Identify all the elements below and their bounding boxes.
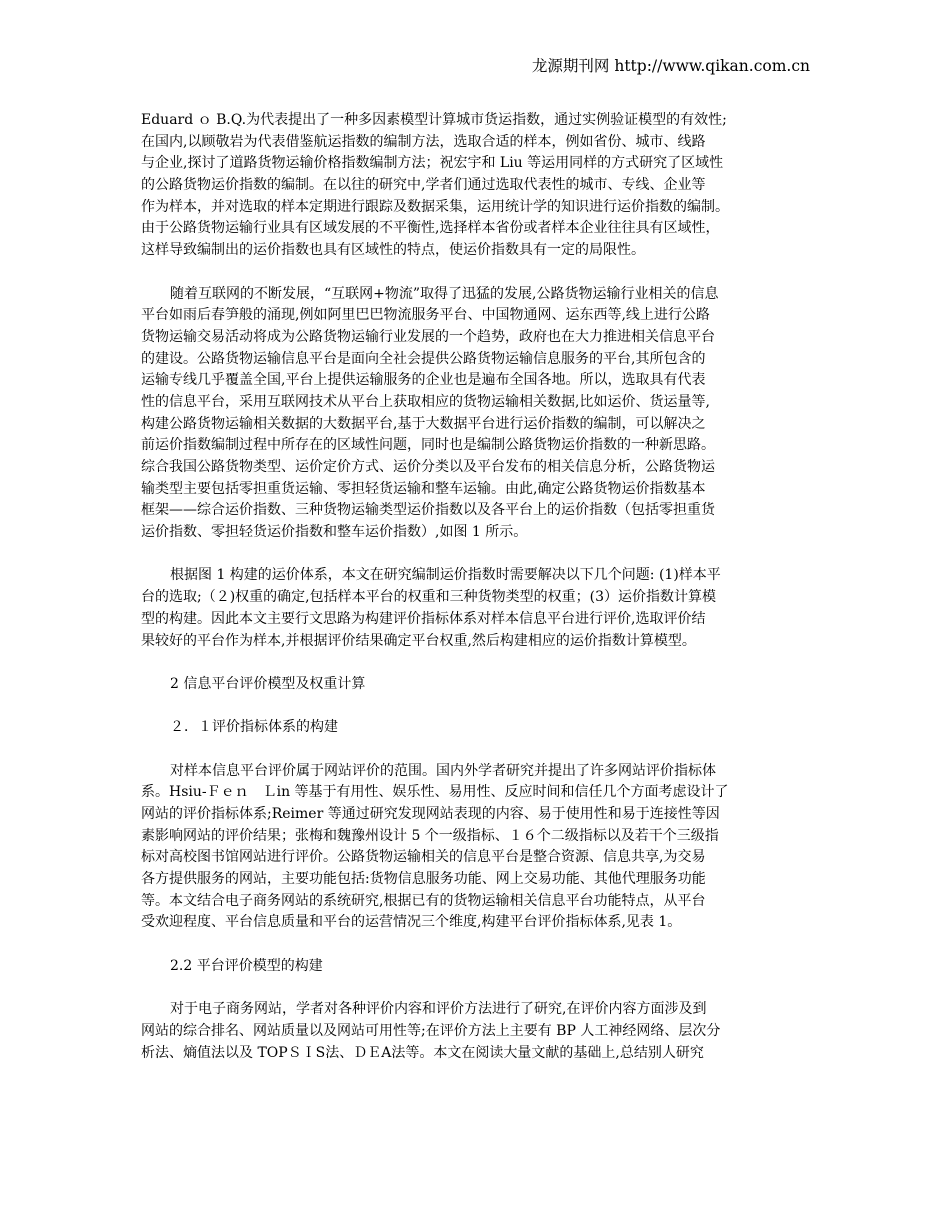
text-line: 的建设。公路货物运输信息平台是面向全社会提供公路货物运输信息服务的平台,其所包含的 bbox=[141, 350, 706, 367]
text-line: 前运价指数编制过程中所存在的区域性问题，同时也是编制公路货物运价指数的一种新思路。 bbox=[141, 437, 715, 454]
paragraph-gap bbox=[141, 696, 821, 718]
text-line: 型的构建。因此本文主要行文思路为构建评价指标体系对样本信息平台进行评价,选取评价结 bbox=[141, 610, 706, 627]
text-line: 网站的综合排名、网站质量以及网站可用性等;在评价方法上主要有 BP 人工神经网络、层次分 bbox=[141, 1022, 721, 1039]
text-line: 析法、熵值法以及 TOPＳＩS法、ＤＥA法等。本文在阅读大量文献的基础上,总结别人研究 bbox=[141, 1044, 704, 1061]
paragraph bbox=[141, 956, 821, 978]
text-line: 与企业,探讨了道路货物运输价格指数编制方法；祝宏宇和 Liu 等运用同样的方式研究了区域性 bbox=[141, 155, 724, 172]
text-line: 运输专线几乎覆盖全国,平台上提供运输服务的企业也是遍布全国各地。所以，选取具有代表 bbox=[141, 372, 706, 389]
text-line: 构建公路货物运输相关数据的大数据平台,基于大数据平台进行运价指数的编制，可以解决之 bbox=[141, 415, 706, 432]
text-line: 网站的评价指标体系;Reimer 等通过研究发现网站表现的内容、易于使用性和易于连接性等因 bbox=[141, 806, 720, 822]
text-line: 素影响网站的评价结果；张梅和魏豫州设计 5 个一级指标、１６个二级指标以及若干个三级指 bbox=[141, 827, 719, 844]
paragraph bbox=[141, 761, 821, 935]
text-line: 标对高校图书馆网站进行评价。公路货物运输相关的信息平台是整合资源、信息共享,为交易 bbox=[141, 849, 706, 866]
paragraph bbox=[141, 674, 821, 696]
text-line: 框架——综合运价指数、三种货物运输类型运价指数以及各平台上的运价指数（包括零担重货 bbox=[141, 502, 715, 519]
text-line: 根据图 1 构建的运价体系，本文在研究编制运价指数时需要解决以下几个问题: (1)样本平 bbox=[170, 567, 721, 584]
text-line: 综合我国公路货物类型、运价定价方式、运价分类以及平台发布的相关信息分析，公路货物运 bbox=[141, 459, 715, 475]
text-line: 由于公路货物运输行业具有区域发展的不平衡性,选择样本省份或者样本企业往往具有区域性， bbox=[141, 220, 720, 237]
text-line: Eduard ｏ B.Q.为代表提出了一种多因素模型计算城市货运指数，通过实例验证模型的有效性; bbox=[141, 112, 727, 128]
text-line: 性的信息平台，采用互联网技术从平台上获取相应的货物运输相关数据,比如运价、货运量等, bbox=[141, 393, 710, 410]
text-line: 货物运输交易活动将成为公路货物运输行业发展的一个趋势，政府也在大力推进相关信息平台 bbox=[141, 328, 715, 345]
paragraph-gap bbox=[141, 544, 821, 566]
text-line: ２．１评价指标体系的构建 bbox=[170, 719, 338, 736]
text-line: 对样本信息平台评价属于网站评价的范围。国内外学者研究并提出了许多网站评价指标体 bbox=[170, 762, 716, 779]
text-line: 受欢迎程度、平台信息质量和平台的运营情况三个维度,构建平台评价指标体系,见表 1。 bbox=[141, 914, 682, 931]
paragraph-gap bbox=[141, 739, 821, 761]
text-line: 台的选取;（２)权重的确定,包括样本平台的权重和三种货物类型的权重；(3）运价指数计算模 bbox=[141, 589, 716, 606]
text-line: 对于电子商务网站，学者对各种评价内容和评价方法进行了研究,在评价内容方面涉及到 bbox=[170, 1001, 707, 1018]
paragraph bbox=[141, 999, 821, 1064]
paragraph bbox=[141, 284, 821, 544]
paragraph-gap bbox=[141, 262, 821, 284]
paragraph bbox=[141, 565, 821, 652]
text-line: 各方提供服务的网站，主要功能包括:货物信息服务功能、网上交易功能、其他代理服务功能 bbox=[141, 871, 706, 888]
text-line: 的公路货物运价指数的编制。在以往的研究中,学者们通过选取代表性的城市、专线、企业等 bbox=[141, 177, 706, 194]
text-line: 平台如雨后春笋般的涌现,例如阿里巴巴物流服务平台、中国物通网、运东西等,线上进行公路 bbox=[141, 307, 710, 324]
paragraph-gap bbox=[141, 652, 821, 674]
text-line: 果较好的平台作为样本,并根据评价结果确定平台权重,然后构建相应的运价指数计算模型。 bbox=[141, 632, 696, 649]
paragraph bbox=[141, 717, 821, 739]
text-line: 等。本文结合电子商务网站的系统研究,根据已有的货物运输相关信息平台功能特点，从平台 bbox=[141, 892, 706, 909]
article-body bbox=[141, 110, 821, 1064]
text-line: 这样导致编制出的运价指数也具有区域性的特点，使运价指数具有一定的局限性。 bbox=[141, 242, 645, 259]
paragraph-gap bbox=[141, 978, 821, 1000]
text-line: 运价指数、零担轻货运价指数和整车运价指数）,如图 1 所示。 bbox=[141, 524, 528, 541]
text-line: 系。Hsiu-Ｆｅｎ Ｌin 等基于有用性、娱乐性、易用性、反应时间和信任几个方面考虑设计了 bbox=[141, 784, 729, 801]
text-line: 2.2 平台评价模型的构建 bbox=[170, 957, 323, 974]
text-line: 输类型主要包括零担重货运输、零担轻货运输和整车运输。由此,确定公路货物运价指数基本 bbox=[141, 480, 706, 497]
text-line: 2 信息平台评价模型及权重计算 bbox=[170, 675, 366, 692]
text-line: 在国内,以顾敬岩为代表借鉴航运指数的编制方法，选取合适的样本，例如省份、城市、线路 bbox=[141, 133, 706, 150]
page-header-site: 龙源期刊网 http://www.qikan.com.cn bbox=[531, 57, 810, 75]
paragraph-gap bbox=[141, 934, 821, 956]
text-line: 作为样本，并对选取的样本定期进行跟踪及数据采集，运用统计学的知识进行运价指数的编制。 bbox=[141, 198, 729, 215]
text-line: 随着互联网的不断发展，“互联网+物流”取得了迅猛的发展,公路货物运输行业相关的信息 bbox=[170, 285, 719, 302]
paragraph bbox=[141, 110, 821, 262]
